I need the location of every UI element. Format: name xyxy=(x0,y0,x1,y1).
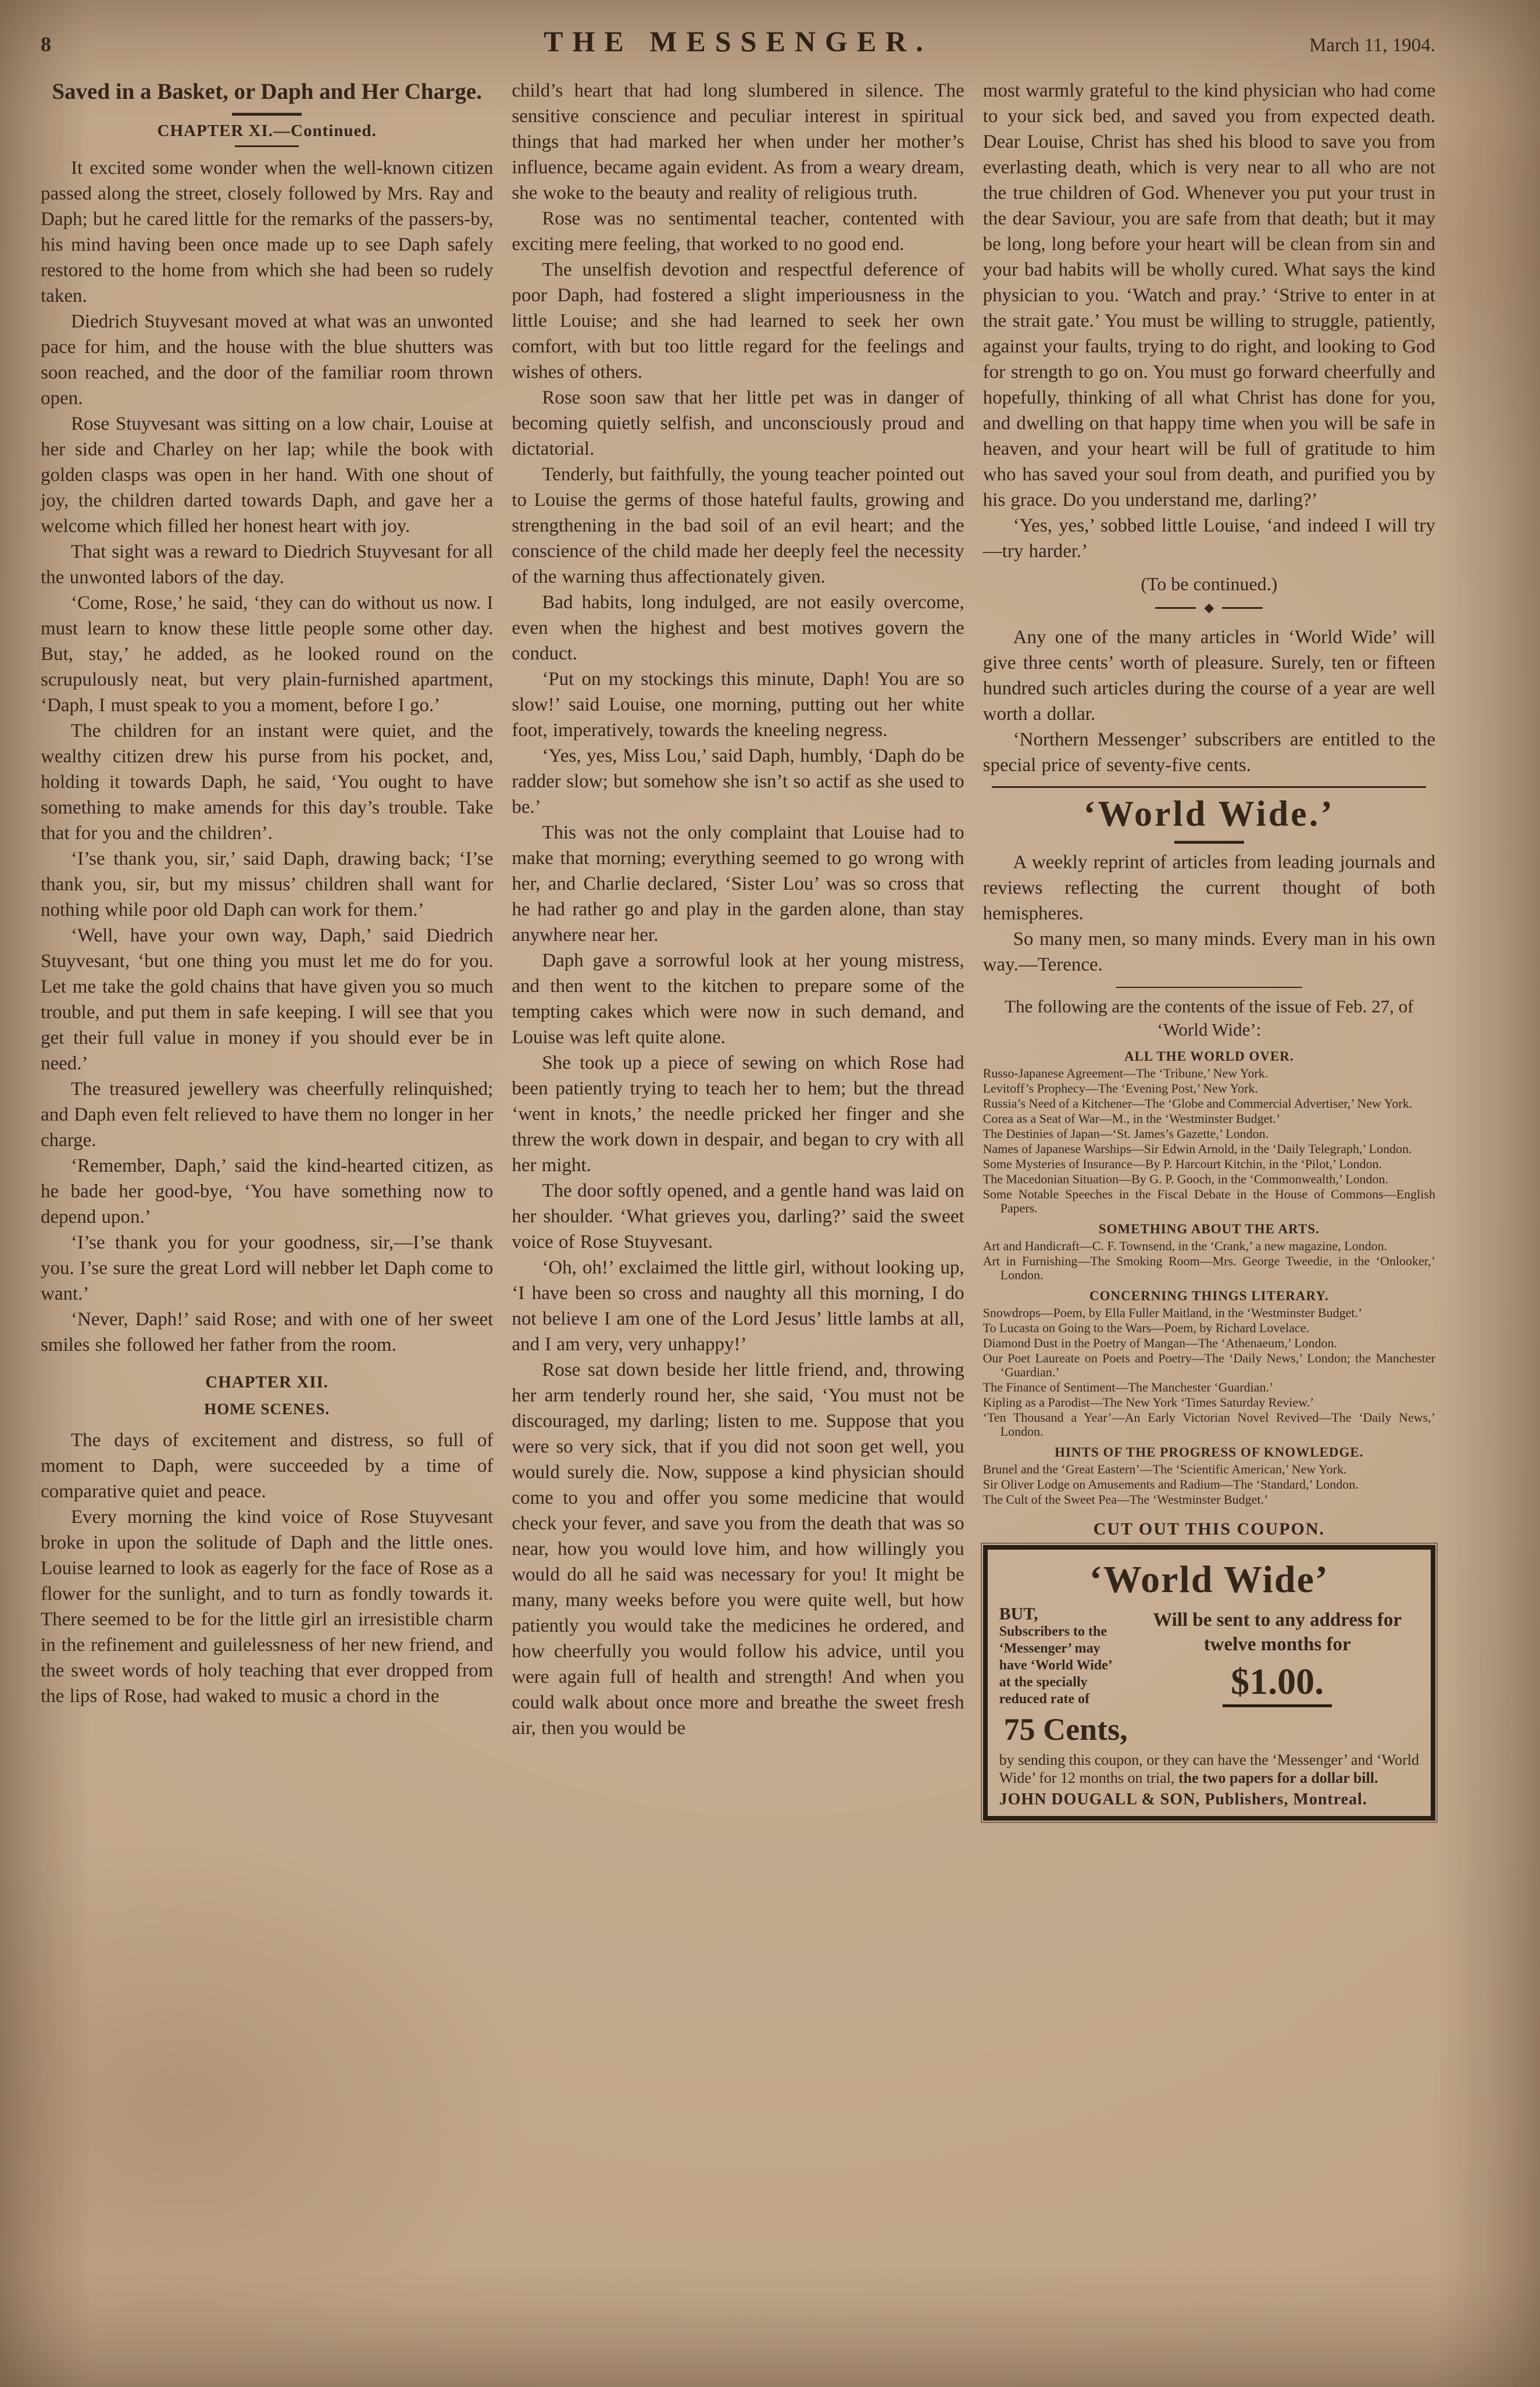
heading-rule-top xyxy=(992,786,1426,788)
toc-entry: Diamond Dust in the Poetry of Mangan—The ‘Athenaeum,’ London. xyxy=(982,1336,1338,1350)
paragraph: A weekly reprint of articles from leading journals and reviews reflecting the current thought of both hemispheres. xyxy=(982,852,1435,924)
world-wide-coupon xyxy=(983,1545,1435,1821)
title-divider xyxy=(232,113,302,116)
paragraph: Rose soon saw that her little pet was in danger of becoming quietly selfish, and unconsciously proud and dictatorial. xyxy=(512,387,964,459)
contents-divider xyxy=(1116,987,1302,988)
paragraph: ‘Yes, yes, Miss Lou,’ said Daph, humbly, ‘Daph do be radder slow; but somehow she isn’t so actif as she used to be.’ xyxy=(512,745,964,818)
toc-entry: Corea as a Seat of War—M., in the ‘Westminster Budget.’ xyxy=(982,1111,1281,1126)
toc-entry: Snowdrops—Poem, by Ella Fuller Maitland, in the ‘Westminster Budget.’ xyxy=(982,1305,1363,1320)
paragraph: ‘I’se thank you, sir,’ said Daph, drawing back; ‘I’se thank you, sir, but my missus’ children shall want for nothing while poor old Daph can work for them.’ xyxy=(41,848,494,920)
paragraph: It excited some wonder when the well-known citizen passed along the street, closely followed by Mrs. Ray and Daph; but he cared little for the remarks of the passers-by, his mind having been once made up to see Daph safely restored to the home from which she had been so rudely taken. xyxy=(41,158,494,306)
paragraph: ‘Yes, yes,’ sobbed little Louise, ‘and indeed I will try—try harder.’ xyxy=(982,515,1435,562)
coupon-offer-text: Will be sent to any address for twelve months for xyxy=(1153,1610,1402,1655)
toc-entry: Our Poet Laureate on Poets and Poetry—The ‘Daily News,’ London; the Manchester ‘Guardian.’ xyxy=(982,1351,1435,1379)
paragraph: She took up a piece of sewing on which Rose had been patiently trying to teach her to hem; but the thread ‘went in knots,’ the needle pricked her finger and she threw the work down in despair, and began to cry with all her might. xyxy=(512,1052,964,1176)
toc-entry: ALL THE WORLD OVER. xyxy=(1124,1049,1294,1064)
chapter2-subheading: HOME SCENES. xyxy=(204,1400,330,1418)
diamond-ornament-icon: ◆ xyxy=(1204,601,1214,615)
paragraph: The door softly opened, and a gentle hand was laid on her shoulder. ‘What grieves you, darling?’ said the sweet voice of Rose Stuyvesant. xyxy=(512,1180,964,1253)
heading-rule-bottom xyxy=(1174,841,1244,844)
paragraph: Bad habits, long indulged, are not easily overcome, even when the highest and best motives govern the conduct. xyxy=(512,592,964,664)
toc-entry: The Cult of the Sweet Pea—The ‘Westminster Budget.’ xyxy=(982,1492,1269,1507)
coupon-publisher: JOHN DOUGALL & SON, Publishers, Montreal. xyxy=(999,1790,1367,1808)
contents-intro: The following are the contents of the issue of Feb. 27, of ‘World Wide’: xyxy=(1005,996,1414,1040)
masthead xyxy=(41,24,1435,58)
toc-entry: Levitoff’s Prophecy—The ‘Evening Post,’ New York. xyxy=(982,1081,1258,1096)
page-number: 8 xyxy=(41,33,51,56)
toc-entry: Russo-Japanese Agreement—The ‘Tribune,’ New York. xyxy=(982,1066,1269,1080)
toc-entry: Names of Japanese Warships—Sir Edwin Arnold, in the ‘Daily Telegraph,’ London. xyxy=(982,1141,1412,1156)
toc-entry: CONCERNING THINGS LITERARY. xyxy=(1089,1289,1329,1303)
paragraph: Rose Stuyvesant was sitting on a low chair, Louise at her side and Charley on her lap; while the book with golden clasps was open in her hand. With one shout of joy, the children darted towards Daph, and gave her a welcome which filled her honest heart with joy. xyxy=(41,413,494,537)
paragraph: The days of excitement and distress, so full of moment to Daph, were succeeded by a time of comparative quiet and peace. xyxy=(41,1430,494,1502)
coupon-terms-text: by sending this coupon, or they can have the ‘Messenger’ and ‘World Wide’ for 12 months on trial, xyxy=(999,1751,1419,1786)
toc-entry: To Lucasta on Going to the Wars—Poem, by Richard Lovelace. xyxy=(982,1321,1310,1335)
toc-entry: Russia’s Need of a Kitchener—The ‘Globe and Commercial Advertiser,’ New York. xyxy=(982,1096,1413,1111)
paragraph: Any one of the many articles in ‘World Wide’ will give three cents’ worth of pleasure. Surely, ten or fifteen hundred such articles during the course of a year are well worth a dollar. xyxy=(982,627,1435,725)
world-wide-blurb xyxy=(983,850,1435,977)
paragraph: ‘Well, have your own way, Daph,’ said Diedrich Stuyvesant, ‘but one thing you must let me do for you. Let me take the gold chains that have given you so much trouble, and put them in safe keeping. I will see that you get their full value in money if you should ever be in need.’ xyxy=(41,925,494,1074)
paragraph: Rose sat down beside her little friend, and, throwing her arm tenderly round her, she said, ‘You must not be discouraged, my darling; listen to me. Suppose that you were so very sick, that if you did not soon get well, you would surely die. Now, suppose a kind physician should come to you and offer you some medicine that would check your fever, and save you from the death that was so near, how you would love him, and how willingly you would do all he said was necessary for you! It might be many, many weeks before you were quite well, but how patiently you would take the medicines he ordered, and how cheerfully you would follow his advice, until you were again full of health and strength! And when you could walk about once more and breathe the sweet fresh air, then you would be xyxy=(512,1360,964,1739)
toc-entry: Sir Oliver Lodge on Amusements and Radium—The ‘Standard,’ London. xyxy=(982,1477,1359,1492)
toc-entry: SOMETHING ABOUT THE ARTS. xyxy=(1098,1222,1320,1236)
paragraph: Every morning the kind voice of Rose Stuyvesant broke in upon the solitude of Daph and the little ones. Louise learned to look as eagerly for the face of Rose as a flower for the sunlight, and to turn as fondly towards it. There seemed to be for the little girl an irresistible charm in the refinement and guilelessness of her new friend, and the sweet words of holy teaching that ever dropped from the lips of Rose, had waked to music a chord in the xyxy=(41,1507,494,1707)
article-body-continued xyxy=(512,78,964,1741)
toc-entry: Some Notable Speeches in the Fiscal Debate in the House of Commons—English Papers. xyxy=(982,1187,1435,1215)
article-body xyxy=(41,155,493,1358)
coupon-left-text: Subscribers to the ‘Messenger’ may have ‘World Wide’ at the specially reduced rate of xyxy=(999,1624,1112,1707)
paragraph: most warmly grateful to the kind physician who had come to your sick bed, and saved you from expected death. Dear Louise, Christ has shed his blood to save you from everlasting death, which is very near to all who are not the true children of God. Whenever you put your trust in the dear Saviour, you are safe from that death; but it may be long, long before your heart will be clean from sin and your bad habits will be wholly cured. What says the kind physician to you. ‘Watch and pray.’ ‘Strive to enter in at the strait gate.’ You must be willing to struggle, patiently, against your faults, trying to do right, and looking to God for strength to go on. You must go forward cheerfully and hopefully, thinking of all what Christ has done for you, and dwelling on that happy time when you will be safe in heaven, and your heart will be full of gratitude to him who has saved your soul from death, and purified you by his grace. Do you understand me, darling?’ xyxy=(982,80,1435,511)
toc-entry: Art in Furnishing—The Smoking Room—Mrs. George Tweedie, in the ‘Onlooker,’ London. xyxy=(982,1254,1435,1282)
paragraph: ‘Northern Messenger’ subscribers are entitled to the special price of seventy-five cents. xyxy=(982,729,1435,776)
chapter2-heading: CHAPTER XII. xyxy=(205,1373,329,1391)
coupon-body xyxy=(999,1605,1419,1708)
paragraph: ‘Put on my stockings this minute, Daph! You are so slow!’ said Louise, one morning, putting out her white foot, imperatively, towards the kneeling negress. xyxy=(512,669,964,741)
paragraph: The treasured jewellery was cheerfully relinquished; and Daph even felt relieved to have them no longer in her charge. xyxy=(41,1079,494,1151)
toc-entry: The Finance of Sentiment—The Manchester ‘Guardian.’ xyxy=(982,1380,1274,1394)
paragraph: The children for an instant were quiet, and the wealthy citizen drew his purse from his pocket, and, holding it towards Daph, he said, ‘You ought to have something to make amends for this day’s trouble. Take that for you and the children’. xyxy=(41,720,494,844)
coupon-offer xyxy=(1135,1605,1419,1708)
world-wide-heading: ‘World Wide.’ xyxy=(1083,794,1335,834)
column-1 xyxy=(41,78,493,1709)
chapter-divider xyxy=(235,145,299,147)
paragraph: ‘Remember, Daph,’ said the kind-hearted citizen, as he bade her good-bye, ‘You have something now to depend upon.’ xyxy=(41,1155,494,1228)
world-wide-promo xyxy=(983,625,1435,778)
toc-entry: The Macedonian Situation—By G. P. Gooch, in the ‘Commonwealth,’ London. xyxy=(982,1172,1389,1186)
paragraph: That sight was a reward to Diedrich Stuyvesant for all the unwonted labors of the day. xyxy=(41,541,494,588)
column-2 xyxy=(512,78,964,1741)
coupon-but-label: BUT, xyxy=(999,1604,1038,1624)
paragraph: ‘Come, Rose,’ he said, ‘they can do without us now. I must learn to know these little people some other day. But, stay,’ he added, as he looked round on the scrupulously neat, but very plain-furnished apartment, ‘Daph, I must speak to you a moment, before I go.’ xyxy=(41,593,494,716)
paragraph: So many men, so many minds. Every man in his own way.—Terence. xyxy=(982,929,1435,975)
column-3 xyxy=(983,78,1435,1821)
divider-line xyxy=(1155,607,1196,609)
coupon-terms-bold: the two papers for a dollar bill. xyxy=(1178,1769,1378,1786)
toc-entry: Art and Handicraft—C. F. Townsend, in the ‘Crank,’ a new magazine, London. xyxy=(982,1239,1388,1253)
chapter-heading: CHAPTER XI.—Continued. xyxy=(157,122,377,140)
cut-out-coupon-label: CUT OUT THIS COUPON. xyxy=(1093,1519,1325,1539)
issue-date: March 11, 1904. xyxy=(1309,35,1435,56)
toc-entry: Kipling as a Parodist—The New York ‘Times Saturday Review.’ xyxy=(982,1395,1314,1410)
toc-entry: Brunel and the ‘Great Eastern’—The ‘Scientific American,’ New York. xyxy=(982,1462,1347,1476)
paragraph: Tenderly, but faithfully, the young teacher pointed out to Louise the germs of those hateful faults, growing and strengthening in the bad soil of an evil heart; and the conscience of the child made her deeply feel the necessity of the warning thus affectionately given. xyxy=(512,464,964,587)
divider-line xyxy=(1222,607,1263,609)
to-be-continued-note: (To be continued.) xyxy=(1141,573,1278,594)
paragraph: This was not the only complaint that Louise had to make that morning; everything seemed to go wrong with her, and Charlie declared, ‘Sister Lou’ was so cross that he had rather go and play in the garden alone, than stay anywhere near her. xyxy=(512,822,964,945)
paragraph: Rose was no sentimental teacher, contented with exciting mere feeling, that worked to no good end. xyxy=(512,208,964,255)
coupon-terms xyxy=(999,1751,1419,1787)
toc-entry: The Destinies of Japan—‘St. James’s Gazette,’ London. xyxy=(982,1126,1269,1141)
page-columns xyxy=(41,78,1435,1821)
toc-entry: Some Mysteries of Insurance—By P. Harcourt Kitchin, in the ‘Pilot,’ London. xyxy=(982,1157,1382,1171)
article-body-2 xyxy=(41,1428,493,1709)
coupon-cents-price: 75 Cents, xyxy=(1003,1712,1128,1747)
coupon-subscriber-note xyxy=(999,1605,1125,1708)
paragraph: Daph gave a sorrowful look at her young mistress, and then went to the kitchen to prepare some of the tempting cakes which were now in such demand, and Louise was left quite alone. xyxy=(512,950,964,1048)
paragraph: ‘Oh, oh!’ exclaimed the little girl, without looking up, ‘I have been so cross and naughty all this morning, I do not believe I am one of the Lord Jesus’ little lambs at all, and I am very, very unhappy!’ xyxy=(512,1257,964,1355)
paragraph: ‘I’se thank you for your goodness, sir,—I’se thank you. I’se sure the great Lord will nebber let Daph come to want.’ xyxy=(41,1232,494,1304)
coupon-price: $1.00. xyxy=(1223,1660,1332,1707)
paragraph: The unselfish devotion and respectful deference of poor Daph, had fostered a slight imperiousness in the little Louise; and she had learned to seek her own comfort, with but too little regard for the feelings and wishes of others. xyxy=(512,259,964,383)
paragraph: ‘Never, Daph!’ said Rose; and with one of her sweet smiles she followed her father from the room. xyxy=(41,1309,494,1355)
toc-entry: ‘Ten Thousand a Year’—An Early Victorian Novel Revived—The ‘Daily News,’ London. xyxy=(982,1410,1435,1439)
article-body-continued xyxy=(983,78,1435,564)
paragraph: Diedrich Stuyvesant moved at what was an unwonted pace for him, and the house with the blue shutters was soon reached, and the door of the familiar room thrown open. xyxy=(41,311,494,409)
section-divider xyxy=(983,601,1435,615)
coupon-title: ‘World Wide’ xyxy=(1089,1558,1329,1601)
article-title: Saved in a Basket, or Daph and Her Charge. xyxy=(52,79,482,104)
toc-entry: HINTS OF THE PROGRESS OF KNOWLEDGE. xyxy=(1055,1445,1364,1460)
paragraph: child’s heart that had long slumbered in silence. The sensitive conscience and peculiar interest in spiritual things that had marked her when under her mother’s influence, became again evident. As from a weary dream, she woke to the beauty and reality of religious truth. xyxy=(512,80,964,204)
contents-list xyxy=(983,1050,1435,1507)
paper-title: THE MESSENGER. xyxy=(544,25,932,58)
